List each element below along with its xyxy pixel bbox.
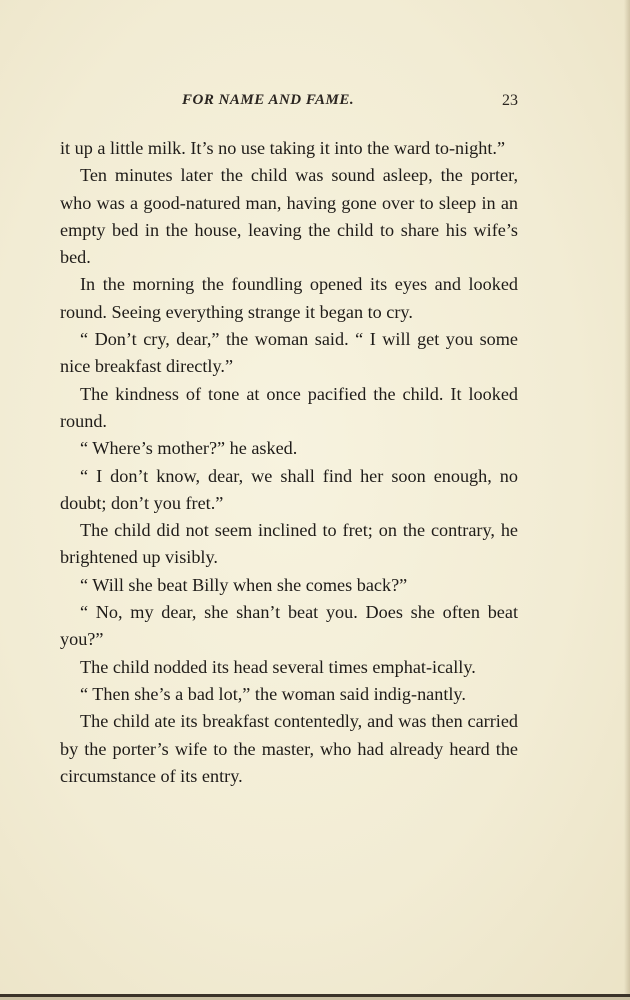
paragraph: Ten minutes later the child was sound asleep, the porter, who was a good-natured man, having gone over to sleep in an empty bed in the house, leaving the child to share his wife’s bed.: [60, 165, 518, 268]
paragraph: “ Don’t cry, dear,” the woman said. “ I will get you some nice breakfast directly.”: [60, 329, 518, 377]
paragraph: “ Where’s mother?” he asked.: [80, 438, 298, 459]
paragraph: The child ate its breakfast contentedly, and was then carried by the porter’s wife to the master, who had already heard the circumstance of its entry.: [60, 711, 518, 786]
paragraph: “ I don’t know, dear, we shall find her soon enough, no doubt; don’t you fret.”: [60, 465, 518, 513]
page-edge-shadow: [624, 0, 630, 1000]
paragraph: The child did not seem inclined to fret; on the contrary, he brightened up visibly.: [60, 520, 518, 568]
body-text: [60, 135, 518, 790]
running-title: FOR NAME AND FAME.: [182, 92, 355, 108]
page-header: [60, 92, 518, 116]
paragraph: The kindness of tone at once pacified the child. It looked round.: [60, 383, 518, 431]
paragraph: “ Will she beat Billy when she comes back?”: [80, 574, 408, 595]
paragraph: it up a little milk. It’s no use taking it into the ward to-night.”: [60, 138, 506, 158]
paragraph: “ Then she’s a bad lot,” the woman said indig-nantly.: [80, 683, 466, 704]
paragraph: The child nodded its head several times emphat-ically.: [80, 656, 476, 677]
paragraph: “ No, my dear, she shan’t beat you. Does she often beat you?”: [60, 602, 518, 650]
paragraph: In the morning the foundling opened its eyes and looked round. Seeing everything strange it began to cry.: [60, 274, 518, 322]
page-number: 23: [502, 92, 518, 109]
